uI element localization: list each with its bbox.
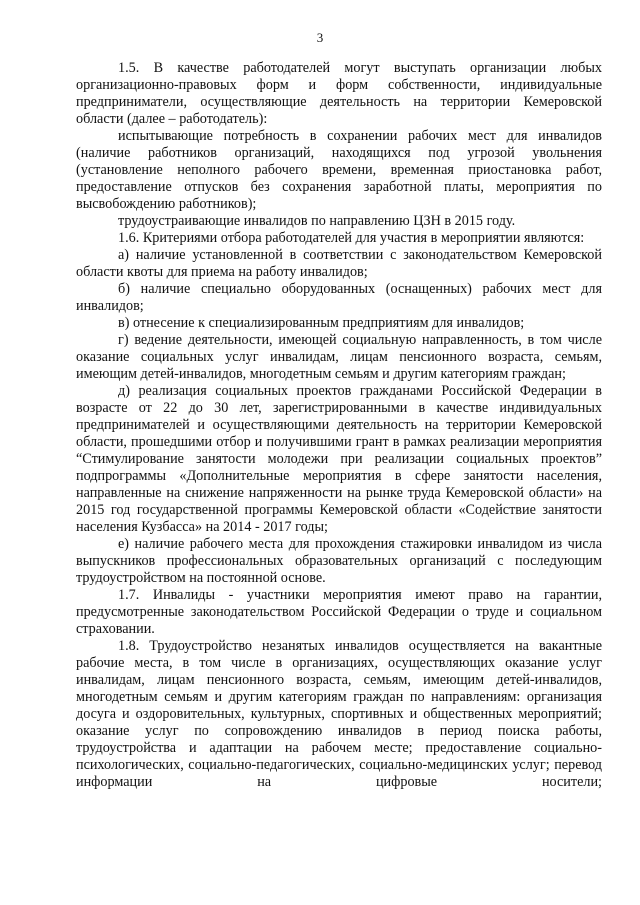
criterion-a: а) наличие установленной в соответствии с законодательством Кемеровской области квоты для приема на работу инвалидов; bbox=[76, 247, 602, 280]
paragraph-employers-retaining: испытывающие потребность в сохранении рабочих мест для инвалидов (наличие работников организаций, находящихся под угрозой увольнения (установление неполного рабочего времени, временная приостановка работ, предоставление отпусков без сохранения заработной платы, мероприятия по высвобождению работников); bbox=[76, 128, 602, 212]
paragraph-employers-hiring: трудоустраивающие инвалидов по направлению ЦЗН в 2015 году. bbox=[118, 213, 516, 229]
document-body bbox=[76, 60, 602, 791]
page-number: 3 bbox=[316, 30, 324, 45]
criterion-b: б) наличие специально оборудованных (оснащенных) рабочих мест для инвалидов; bbox=[76, 281, 602, 314]
paragraph-1-7: 1.7. Инвалиды - участники мероприятия имеют право на гарантии, предусмотренные законодательством Российской Федерации о труде и социальном страховании. bbox=[76, 587, 602, 637]
criterion-v: в) отнесение к специализированным предприятиям для инвалидов; bbox=[118, 315, 525, 331]
paragraph-1-6: 1.6. Критериями отбора работодателей для участия в мероприятии являются: bbox=[118, 230, 585, 246]
criterion-g: г) ведение деятельности, имеющей социальную направленность, в том числе оказание социальных услуг инвалидам, лицам пенсионного возраста, семьям, имеющим детей-инвалидов, многодетным семьям и другим категориям граждан; bbox=[76, 332, 602, 382]
paragraph-1-8: 1.8. Трудоустройство незанятых инвалидов осуществляется на вакантные рабочие места, в том числе в организациях, осуществляющих оказание услуг инвалидам, лицам пенсионного возраста, семьям, имеющим детей-инвалидов, многодетным семьям и другим категориям граждан по направлениям: организация досуга и оздоровительных, культурных, спортивных и общественных мероприятий; оказание услуг по сопровождению инвалидов в период поиска работы, трудоустройства и адаптации на рабочем месте; предоставление социально-психологических, социально-педагогических, социально-медицинских услуг; перевод информации на цифровые носители; bbox=[76, 638, 602, 790]
criterion-e: е) наличие рабочего места для прохождения стажировки инвалидом из числа выпускников профессиональных образовательных организаций с последующим трудоустройством на постоянной основе. bbox=[76, 536, 602, 586]
criterion-d: д) реализация социальных проектов гражданами Российской Федерации в возрасте от 22 до 30 лет, зарегистрированными в качестве индивидуальных предпринимателей и осуществляющими деятельность на территории Кемеровской области, прошедшими отбор и получившими грант в рамках реализации мероприятия “Стимулирование занятости молодежи при реализации социальных проектов” подпрограммы «Дополнительные мероприятия в сфере занятости населения, направленные на снижение напряженности на рынке труда Кемеровской области» на 2015 год государственной программы Кемеровской области «Содействие занятости населения Кузбасса» на 2014 - 2017 годы; bbox=[76, 383, 602, 535]
paragraph-1-5: 1.5. В качестве работодателей могут выступать организации любых организационно-правовых форм и форм собственности, индивидуальные предприниматели, осуществляющие деятельность на территории Кемеровской области (далее – работодатель): bbox=[76, 60, 602, 127]
